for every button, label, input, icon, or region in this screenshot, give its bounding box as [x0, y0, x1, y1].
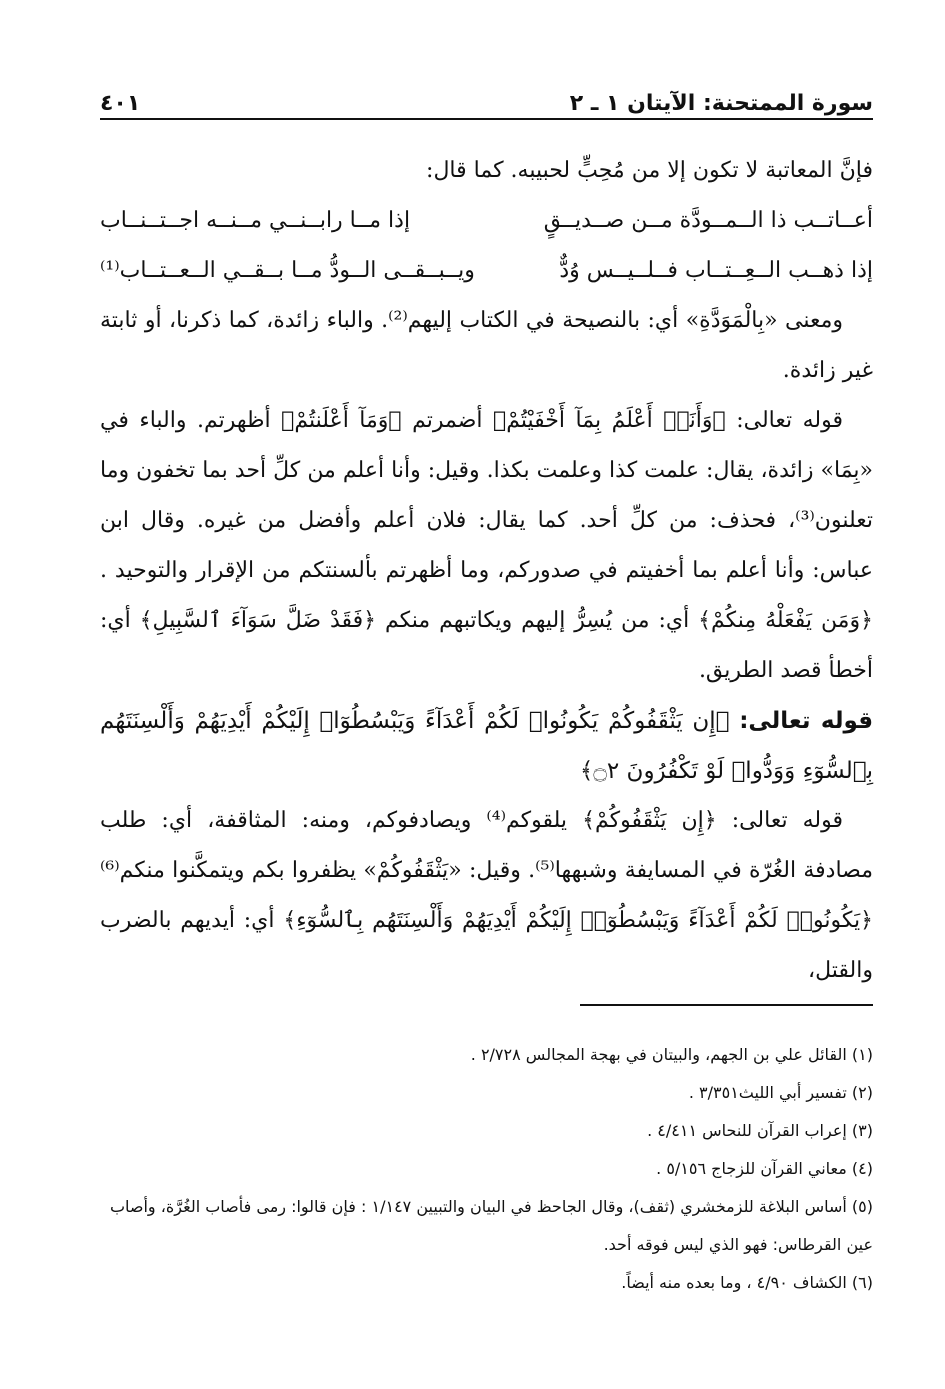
- poem-verse-2: [100, 246, 873, 296]
- header-title: سورة الممتحنة: الآيتان ١ ـ ٢: [569, 91, 873, 116]
- hemistich-1b: إذا مــا رابــنــي مــنــه اجــتــنــاب: [100, 208, 411, 233]
- paragraph-commentary-1: قوله تعالى: ﴿وَأَنَا۠ أَعْلَمُ بِمَآ أَخْفَيْتُمْ﴾ أضمرتم ﴿وَمَآ أَعْلَنتُمْ﴾ أظهرتم. والباء في «بِمَا» زائدة، يقال: علمت كذا وعلمت بكذا. وقيل: وأنا أعلم من كلِّ أحد بما تخفون وما تعلنون⁽³⁾، فحذف: من كلِّ أحد. كما يقال: فلان أعلم وأفضل من غيره. وقال ابن عباس: وأنا أعلم بما أخفيتم في صدوركم، وما أظهرتم بألسنتكم من الإقرار والتوحيد .﴿وَمَن يَفْعَلْهُ مِنكُمْ﴾ أي: من يُسِرُّ إليهم ويكاتبهم منكم ﴿فَقَدْ ضَلَّ سَوَآءَ ٱلسَّبِيلِ﴾ أي: أخطأ قصد الطريق.: [100, 408, 873, 683]
- verse-heading-text: ﴿إِن يَثْقَفُوكُمْ يَكُونُوا۟ لَكُمْ أَعْدَآءً وَيَبْسُطُوٓا۟ إِلَيْكُمْ أَيْدِيَهُمْ وَأَلْسِنَتَهُم بِٱلسُّوٓءِ وَوَدُّوا۟ لَوْ تَكْفُرُونَ ۝٢﴾: [100, 708, 873, 784]
- footnote-6: (٦) الكشاف ٤/٩٠ ، وما بعده منه أيضاً.: [621, 1273, 873, 1292]
- paragraph-mawadda: ومعنى «بِالْمَوَدَّةِ» أي: بالنصيحة في الكتاب إليهم⁽²⁾. والباء زائدة، كما ذكرنا، أو ثابتة غير زائدة.: [100, 308, 873, 383]
- page-number: ٤٠١: [100, 91, 141, 116]
- footnote-2: (٢) تفسير أبي الليث٣/٣٥١ .: [688, 1083, 873, 1102]
- footnotes: [100, 1036, 873, 1302]
- hemistich-2a: إذا ذهــب الــعِــتــاب فــلــيــس وُدٌّ: [559, 258, 873, 283]
- footnote-1: (١) القائل علي بن الجهم، والبيتان في بهجة المجالس ٢/٧٢٨ .: [470, 1045, 873, 1064]
- footnote-rule: [580, 1004, 873, 1006]
- page-header: [100, 72, 873, 116]
- poem-verse-1: [100, 196, 873, 246]
- verse-heading: [100, 696, 873, 796]
- footnote-5: (٥) أساس البلاغة للزمخشري (ثقف)، وقال الجاحظ في البيان والتبيين ١/١٤٧ : فإن قالوا: رمى فأصاب الغُرَّة، وأصاب عين القرطاس: فهو الذي ليس فوقه أحد.: [109, 1197, 873, 1254]
- paragraph-commentary-2: قوله تعالى: ﴿إِن يَثْقَفُوكُمْ﴾ يلقوكم⁽⁴⁾ ويصادفوكم، ومنه: المثاقفة، أي: طلب مصادفة الغُرّة في المسايفة وشبهها⁽⁵⁾. وقيل: «يَثْقَفُوكُمْ» يظفروا بكم ويتمكَّنوا منكم⁽⁶⁾ ﴿يَكُونُوا۟ لَكُمْ أَعْدَآءً وَيَبْسُطُوٓا۟ إِلَيْكُمْ أَيْدِيَهُمْ وَأَلْسِنَتَهُم بِٱلسُّوٓءِ﴾ أي: أيديهم بالضرب والقتل،: [100, 808, 874, 983]
- header-rule: [100, 118, 873, 120]
- main-text: [100, 146, 873, 996]
- footnote-3: (٣) إعراب القرآن للنحاس ٤/٤١١ .: [647, 1121, 873, 1140]
- hemistich-1a: أعــاتــب ذا الــمــودَّة مــن صــديــقٍ: [543, 208, 873, 233]
- hemistich-2b: ويــبــقــى الــودُّ مــا بــقــي الــعــتــاب⁽¹⁾: [100, 258, 475, 283]
- footnote-4: (٤) معاني القرآن للزجاج ٥/١٥٦ .: [656, 1159, 873, 1178]
- paragraph-intro: فإنَّ المعاتبة لا تكون إلا من مُحِبٍّ لحبيبه. كما قال:: [426, 158, 873, 183]
- verse-heading-label: قوله تعالى:: [739, 708, 873, 734]
